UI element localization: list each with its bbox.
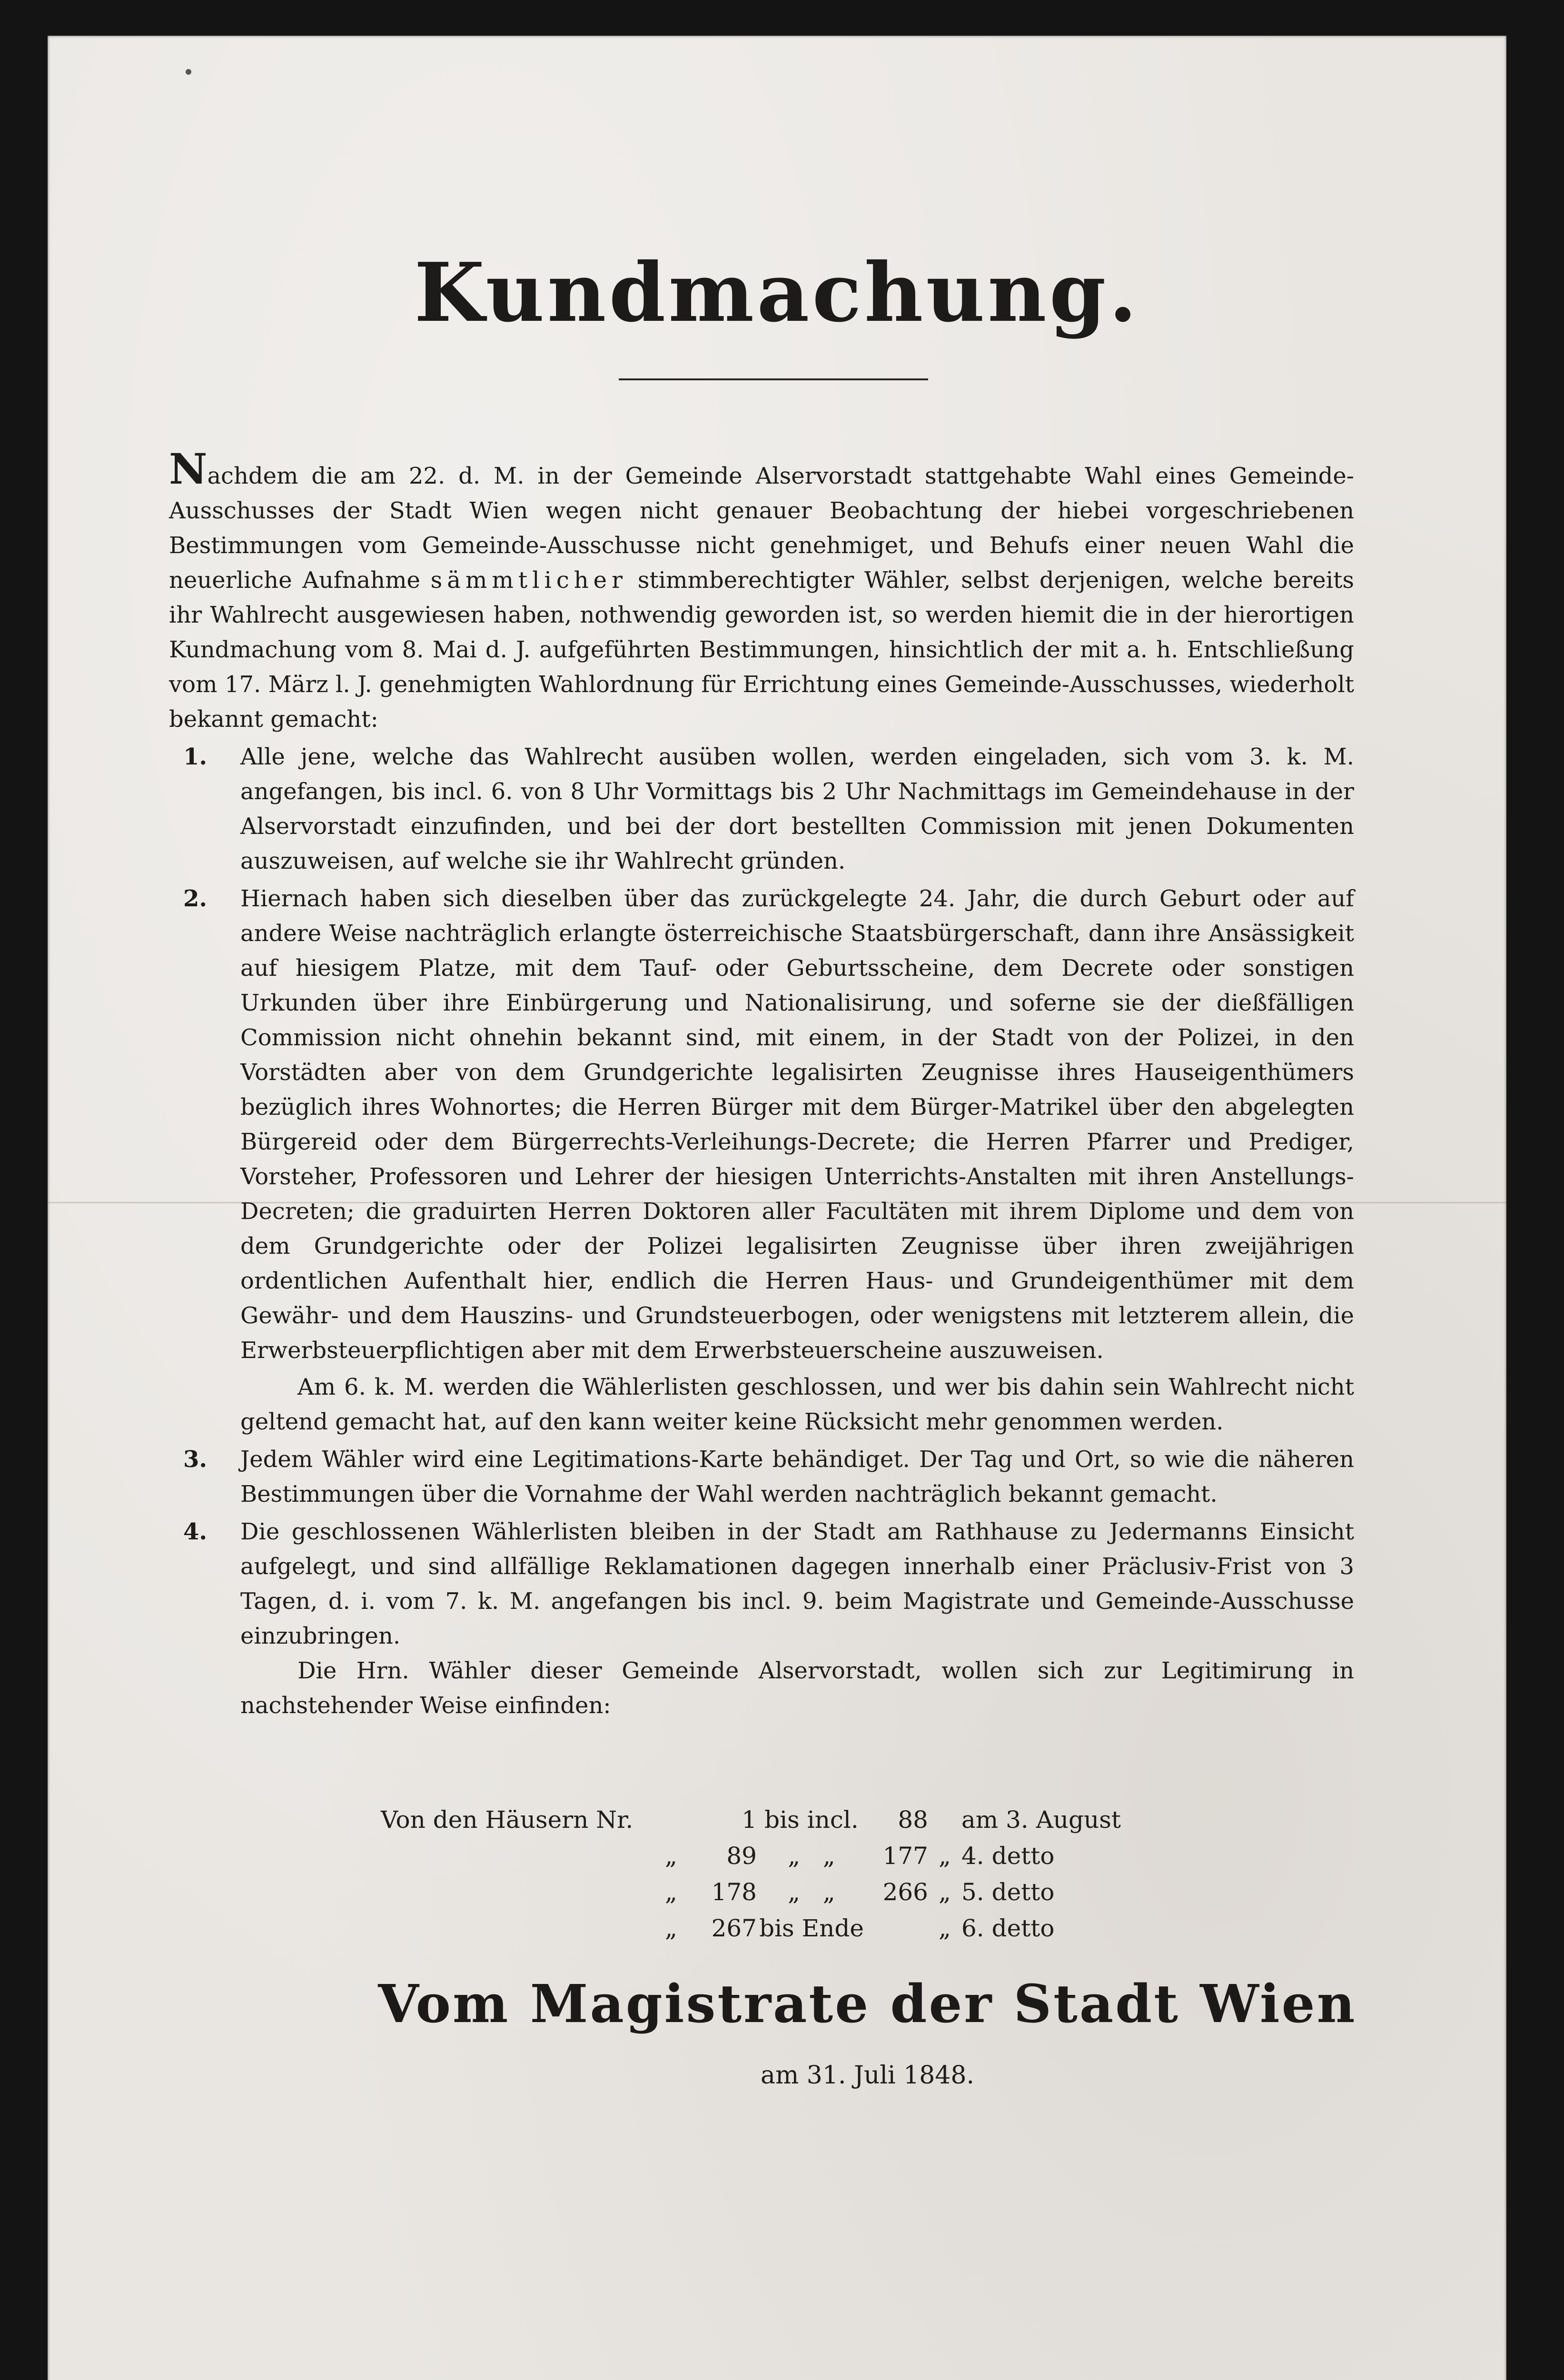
document-body [169, 444, 1354, 1723]
schedule-cell [381, 1874, 647, 1910]
schedule-cell [381, 1910, 647, 1946]
schedule-intro: Die Hrn. Wähler dieser Gemeinde Alservorstadt, wollen sich zur Legitimirung in nachstehender Weise einfinden: [240, 1657, 1354, 1719]
schedule-cell: 88 [898, 1806, 928, 1834]
signature-line: Vom Magistrate der Stadt Wien [378, 1973, 1357, 2034]
schedule-cell: 4. detto [961, 1842, 1055, 1870]
item-text: Hiernach haben sich dieselben über das zurückgelegte 24. Jahr, die durch Geburt oder auf andere Weise nachträglich erlangte österreichische Staatsbürgerschaft, dann ihre Ansässigkeit auf hiesigem Platze, mit dem Tauf- oder Geburtsscheine, dem Decrete oder sonstigen Urkunden über ihre Einbürgerung und Nationalisirung, und soferne sie der dießfälligen Commission nicht ohnehin bekannt sind, mit einem, in der Stadt von der Polizei, in den Vorstädten aber von dem Grundgerichte legalisirten Zeugnisse ihres Hauseigenthümers bezüglich ihres Wohnortes; die Herren Bürger mit dem Bürger-Matrikel über den abgelegten Bürgereid oder dem Bürgerrechts-Verleihungs-Decrete; die Herren Pfarrer und Prediger, Vorsteher, Professoren und Lehrer der hiesigen Unterrichts-Anstalten mit ihren Anstellungs-Decreten; die graduirten Herren Doktoren aller Facultäten mit ihrem Diplome und dem von dem Grundgerichte oder der Polizei legalisirten Zeugnisse über ihren zweijährigen ordentlichen Aufenthalt hier, endlich die Herren Haus- und Grundeigenthümer mit dem Gewähr- und dem Hauszins- und Grundsteuerbogen, oder wenigstens mit letzterem allein, die Erwerbsteuerpflichtigen aber mit dem Erwerbsteuerscheine auszuweisen. [240, 885, 1354, 1364]
schedule-cell: am 3. August [961, 1806, 1121, 1834]
item-number: 3. [183, 1446, 208, 1473]
list-item [169, 1515, 1354, 1654]
item-text: Jedem Wähler wird eine Legitimations-Karte behändiget. Der Tag und Ort, so wie die näheren Bestimmungen über die Vornahme der Wahl werden nachträglich bekannt gemacht. [240, 1446, 1354, 1507]
schedule-cell: „ [665, 1842, 677, 1870]
schedule-cell [381, 1838, 647, 1874]
schedule-table [381, 1802, 1121, 1946]
table-row [381, 1802, 1121, 1838]
schedule-cell: 6. detto [961, 1914, 1055, 1942]
schedule-cell: 5. detto [961, 1878, 1055, 1906]
list-item [169, 1442, 1354, 1512]
table-row [381, 1874, 1085, 1910]
item-number: 4. [183, 1518, 208, 1545]
schedule-cell: „ [939, 1842, 951, 1870]
list-item [169, 882, 1354, 1368]
schedule-cell: „ „ [788, 1878, 835, 1906]
schedule-cell: bis Ende [759, 1914, 864, 1942]
schedule-cell: 177 [882, 1842, 928, 1870]
schedule-cell: „ [665, 1878, 677, 1906]
table-row [381, 1838, 1085, 1874]
item-number: 1. [183, 744, 208, 770]
schedule-cell: „ [665, 1914, 677, 1942]
ink-dot [186, 69, 191, 75]
item-number: 2. [183, 885, 208, 912]
intro-text: Nachdem die am 22. d. M. in der Gemeinde Alservorstadt stattgehabte Wahl eines Gemeinde-Ausschusses der Stadt Wien wegen nicht genauer Beobachtung der hiebei vorgeschriebenen Bestimmungen vom Gemeinde-Ausschusse nicht genehmiget, und Behufs einer neuen Wahl die neuerliche Aufnahme [169, 444, 1354, 594]
schedule-cell: 266 [882, 1878, 928, 1906]
document-date: am 31. Juli 1848. [760, 2061, 975, 2090]
schedule-cell: 178 [711, 1878, 757, 1906]
document-sheet [48, 36, 1506, 2380]
schedule-cell [866, 1910, 928, 1946]
schedule-cell: 89 [726, 1842, 757, 1870]
intro-paragraph [169, 444, 1354, 737]
schedule-cell: bis incl. [764, 1806, 859, 1834]
schedule-cell: „ [939, 1914, 951, 1942]
schedule-cell: Von den Häusern Nr. [381, 1806, 634, 1834]
document-title: Kundmachung. [414, 245, 1140, 340]
title-rule [619, 378, 928, 380]
schedule-cell [647, 1802, 695, 1838]
intro-text-rest: stimmberechtigter Wähler, selbst derjenigen, welche bereits ihr Wahlrecht ausgewiesen haben, nothwendig geworden ist, so werden hiemit die in der hierortigen Kundmachung vom 8. Mai d. J. aufgeführten Bestimmungen, hinsichtlich der mit a. h. Entschließung vom 17. März l. J. genehmigten Wahlordnung für Errichtung eines Gemeinde-Ausschusses, wiederholt bekannt gemacht: [169, 567, 1354, 733]
intro-spaced-word: sämmtlicher [430, 567, 628, 594]
schedule-cell: „ „ [788, 1842, 835, 1870]
list-item [169, 740, 1354, 879]
schedule-cell: 1 [742, 1806, 757, 1834]
schedule-cell [928, 1802, 961, 1838]
item-followup: Am 6. k. M. werden die Wählerlisten geschlossen, und wer bis dahin sein Wahlrecht nicht geltend gemacht hat, auf den kann weiter keine Rücksicht mehr genommen werden. [240, 1374, 1354, 1435]
item-text: Die geschlossenen Wählerlisten bleiben in der Stadt am Rathhause zu Jedermanns Einsicht aufgelegt, und sind allfällige Reklamationen dagegen innerhalb einer Präclusiv-Frist von 3 Tagen, d. i. vom 7. k. M. angefangen bis incl. 9. beim Magistrate und Gemeinde-Ausschusse einzubringen. [240, 1518, 1354, 1649]
schedule-cell: „ [939, 1878, 951, 1906]
table-row [381, 1910, 1085, 1946]
schedule-cell: 267 [711, 1914, 757, 1942]
item-text: Alle jene, welche das Wahlrecht ausüben wollen, werden eingeladen, sich vom 3. k. M. angefangen, bis incl. 6. von 8 Uhr Vormittags bis 2 Uhr Nachmittags im Gemeindehause in der Alservorstadt einzufinden, und bei der dort bestellten Commission mit jenen Dokumenten auszuweisen, auf welche sie ihr Wahlrecht gründen. [240, 744, 1354, 874]
